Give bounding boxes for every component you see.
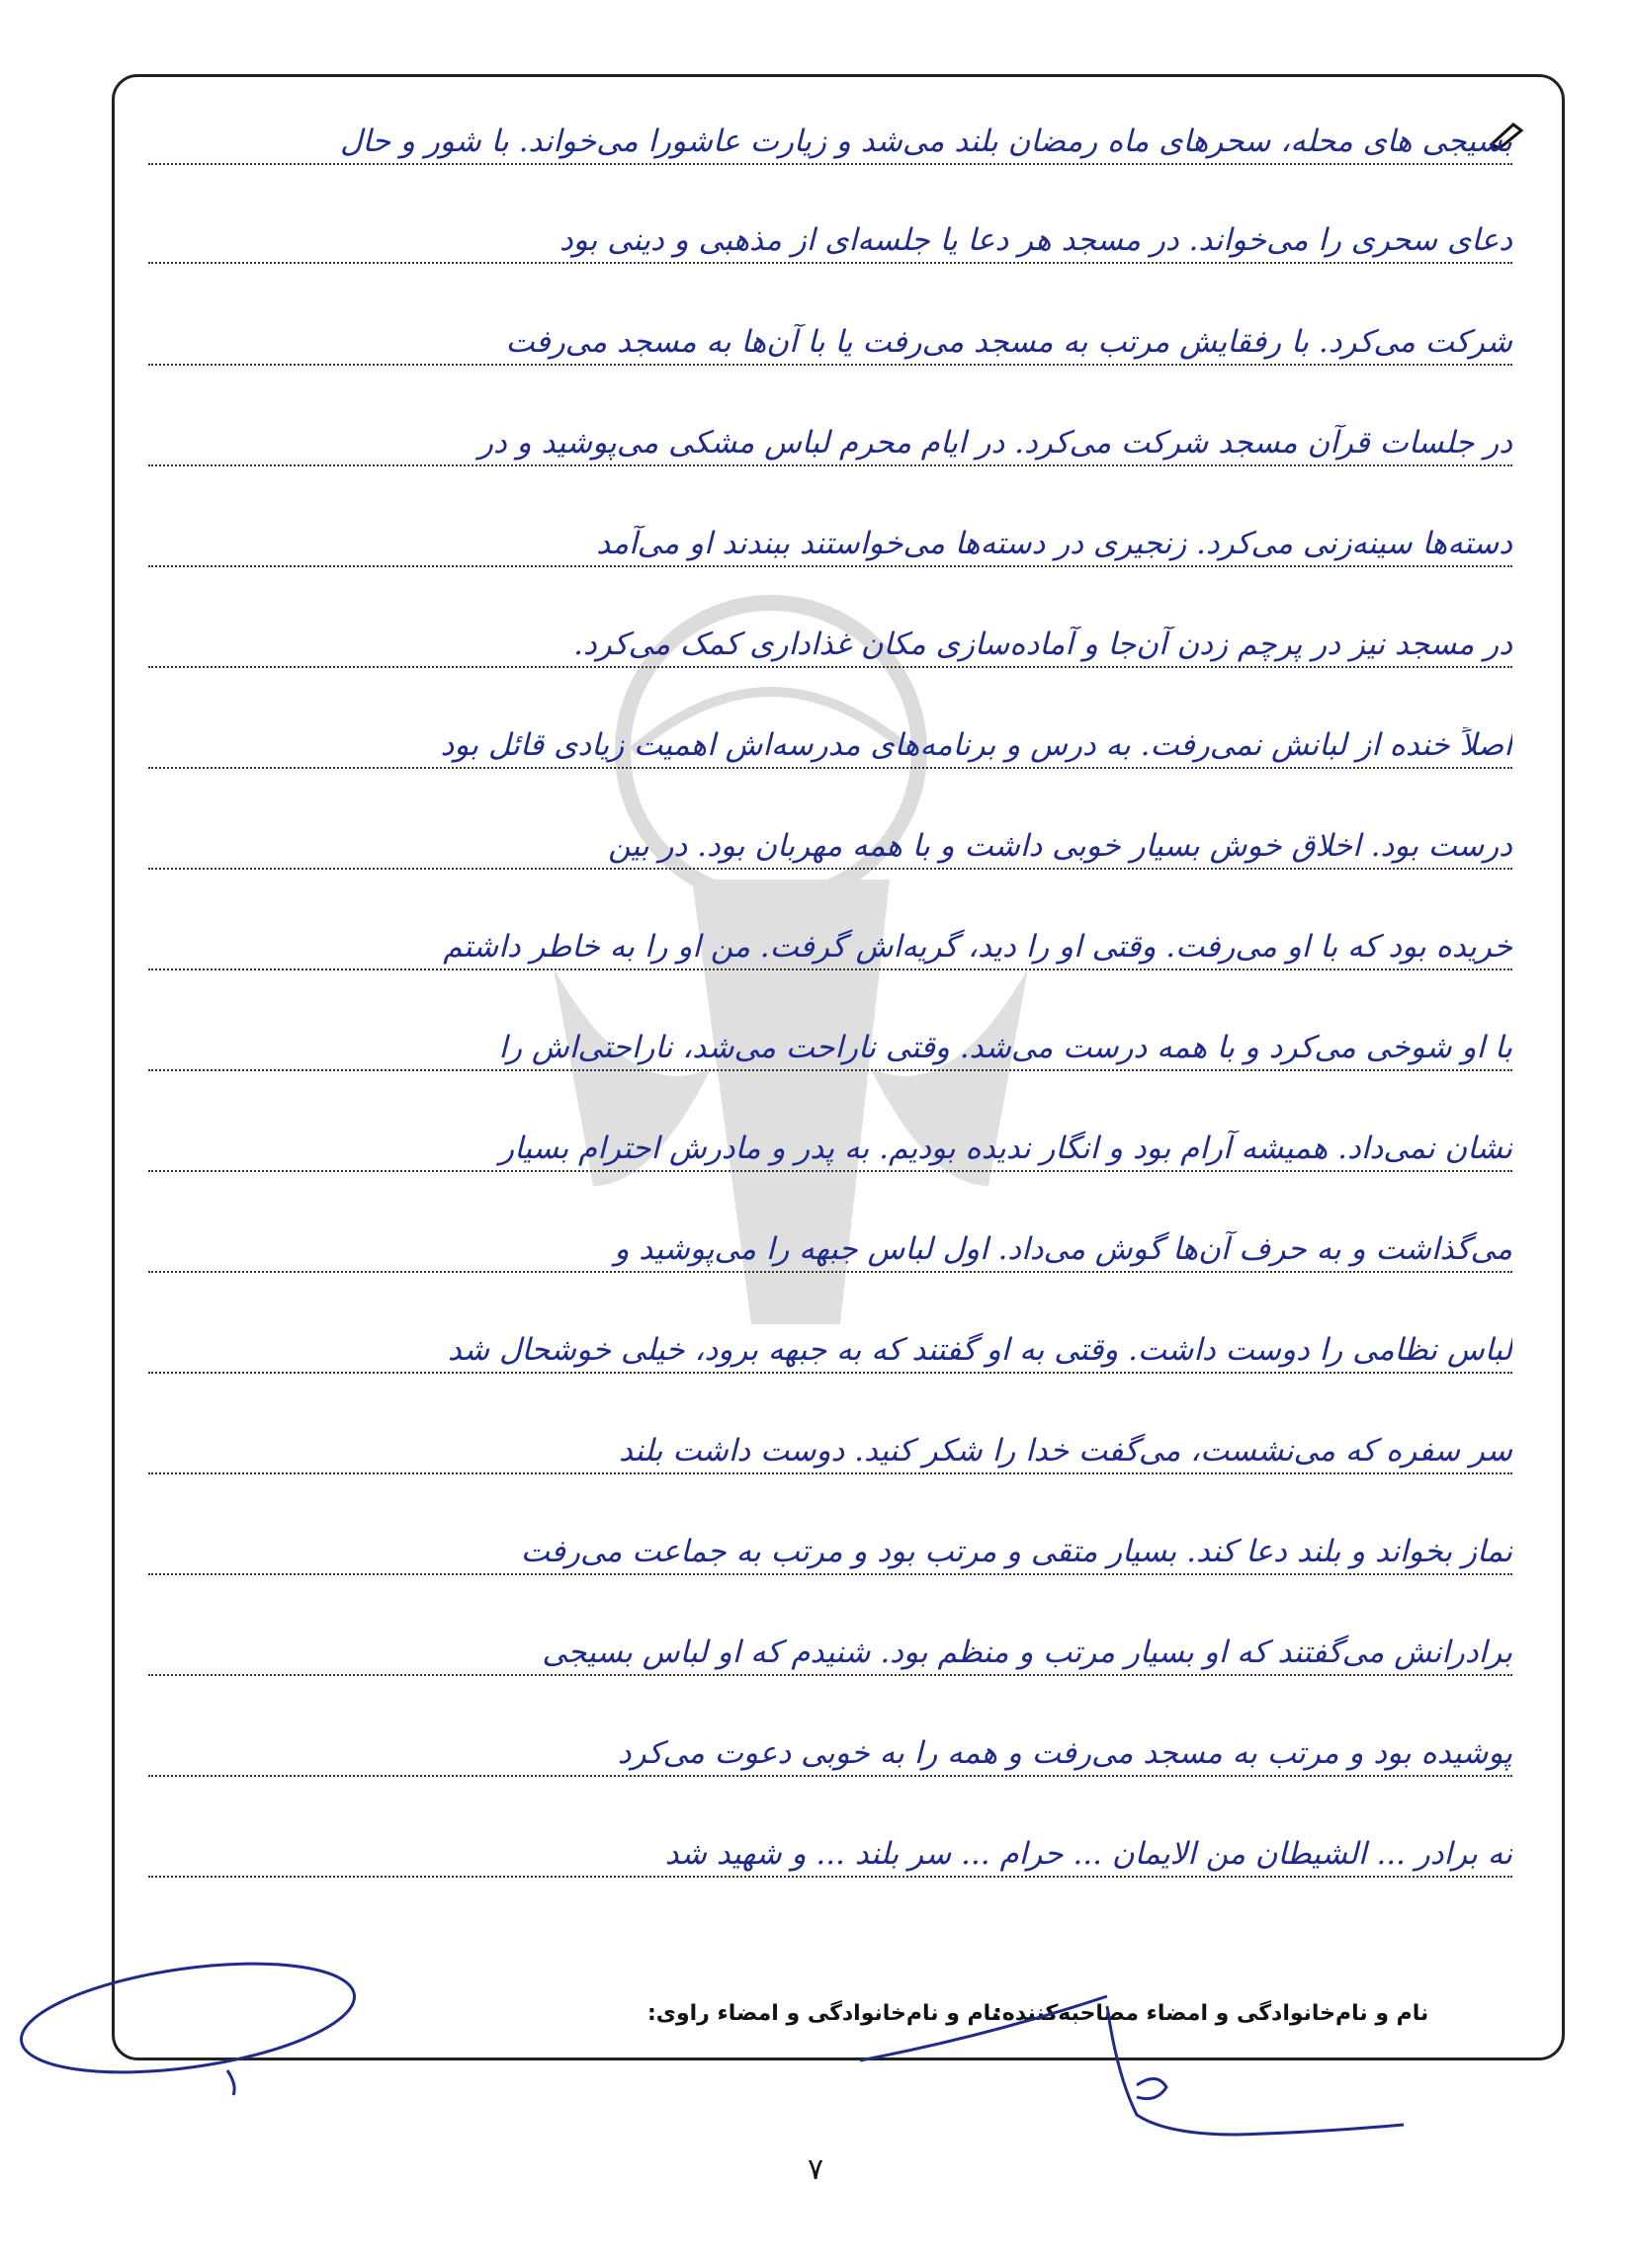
handwritten-line: درست بود. اخلاق خوش بسیار خوبی داشت و با همه مهربان بود. در بین [148, 798, 1512, 870]
handwritten-line: شرکت می‌کرد. با رفقایش مرتب به مسجد می‌رفت یا با آن‌ها به مسجد می‌رفت [148, 294, 1512, 366]
handwritten-line: برادرانش می‌گفتند که او بسیار مرتب و منظم بود. شنیدم که او لباس بسیجی [148, 1605, 1512, 1676]
interviewer-signature-label: نام و نام‌خانوادگی و امضاء مصاحبه‌کننده: [993, 2001, 1429, 2026]
handwritten-line: سر سفره که می‌نشست، می‌گفت خدا را شکر کنید. دوست داشت بلند [148, 1403, 1512, 1474]
handwritten-line: بسیجی های محله، سحرهای ماه رمضان بلند می‌شد و زیارت عاشورا می‌خواند. با شور و حال [148, 94, 1512, 165]
handwritten-line: با او شوخی می‌کرد و با همه درست می‌شد. وقتی ناراحت می‌شد، ناراحتی‌اش را [148, 1000, 1512, 1071]
handwritten-line: در مسجد نیز در پرچم زدن آن‌جا و آماده‌سازی مکان غذاداری کمک می‌کرد. [148, 597, 1512, 668]
page-number: ۷ [807, 2152, 824, 2187]
handwritten-line: لباس نظامی را دوست داشت. وقتی به او گفتند که به جبهه برود، خیلی خوشحال شد [148, 1302, 1512, 1374]
handwritten-line: خریده بود که با او می‌رفت. وقتی او را دید، گریه‌اش گرفت. من او را به خاطر داشتم [148, 899, 1512, 970]
handwritten-line: نماز بخواند و بلند دعا کند. بسیار متقی و مرتب بود و مرتب به جماعت می‌رفت [148, 1504, 1512, 1575]
handwritten-line: اصلاً خنده از لبانش نمی‌رفت. به درس و برنامه‌های مدرسه‌اش اهمیت زیادی قائل بود [148, 698, 1512, 769]
handwritten-line: می‌گذاشت و به حرف آن‌ها گوش می‌داد. اول لباس جبهه را می‌پوشید و [148, 1202, 1512, 1273]
handwritten-line: در جلسات قرآن مسجد شرکت می‌کرد. در ایام محرم لباس مشکی می‌پوشید و در [148, 395, 1512, 466]
narrator-signature-label: نام و نام‌خانوادگی و امضاء راوی: [647, 2001, 1000, 2026]
handwritten-line: نه برادر ... الشیطان من الایمان ... حرام ... سر بلند ... و شهید شد [148, 1806, 1512, 1878]
handwritten-line: دسته‌ها سینه‌زنی می‌کرد. زنجیری در دسته‌ها می‌خواستند ببندند او می‌آمد [148, 496, 1512, 567]
handwritten-line: نشان نمی‌داد. همیشه آرام بود و انگار ندیده بودیم. به پدر و مادرش احترام بسیار [148, 1101, 1512, 1172]
handwritten-line: دعای سحری را می‌خواند. در مسجد هر دعا یا جلسه‌ای از مذهبی و دینی بود [148, 193, 1512, 264]
handwritten-line: پوشیده بود و مرتب به مسجد می‌رفت و همه را به خوبی دعوت می‌کرد [148, 1706, 1512, 1777]
